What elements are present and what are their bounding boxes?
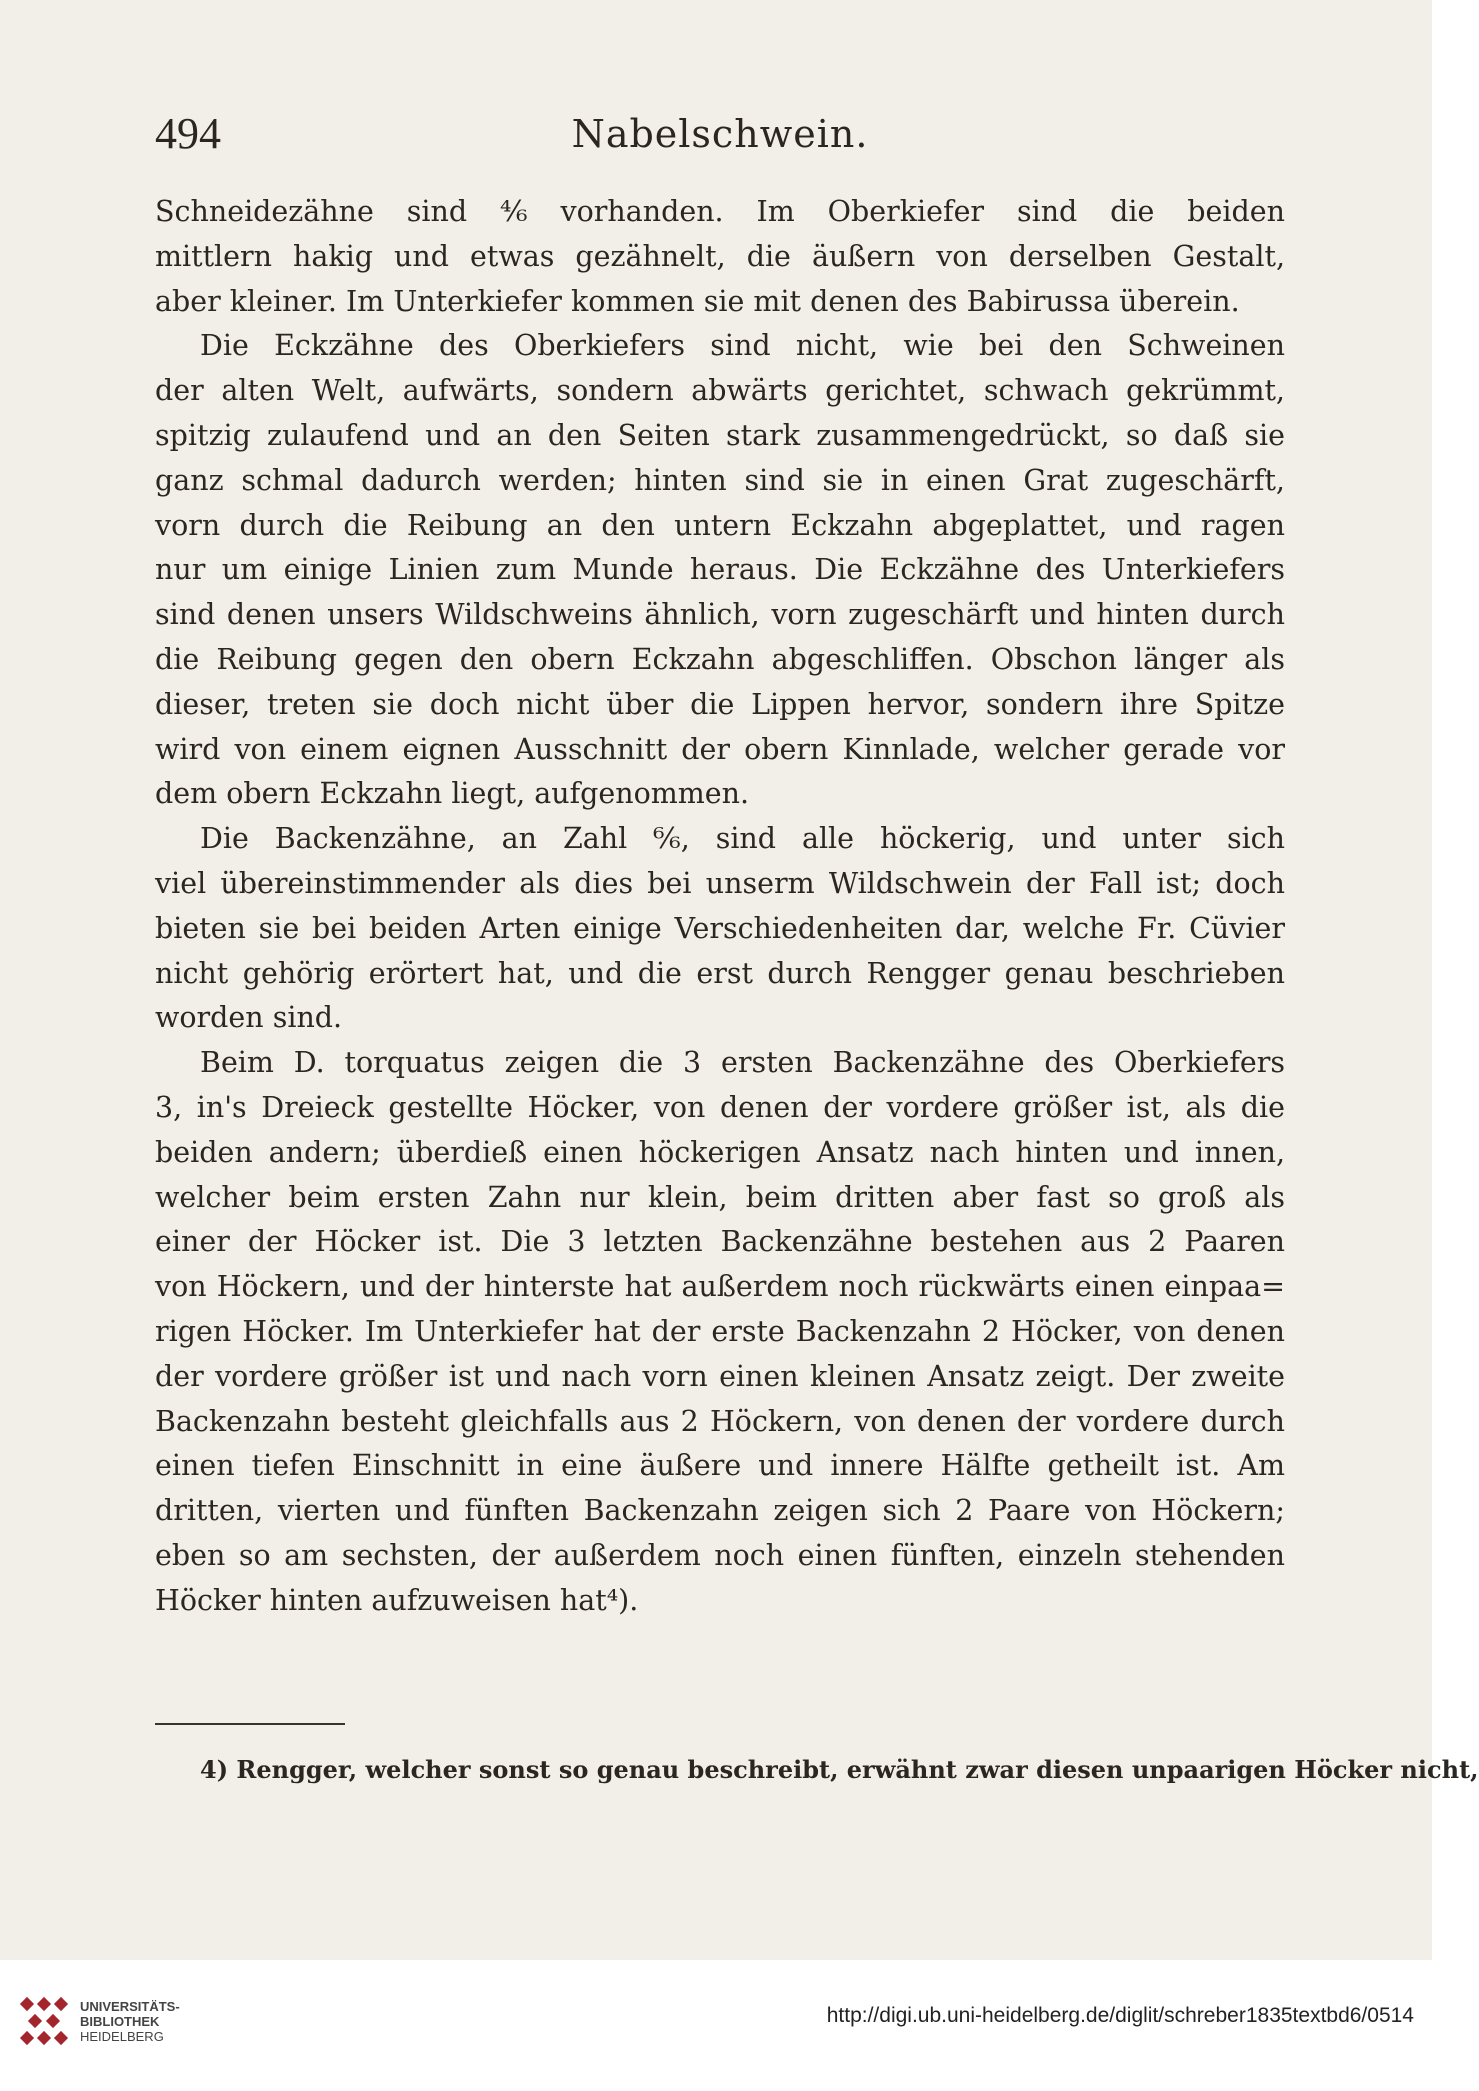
text-line: 3, in's Dreieck gestellte Höcker, von denen der vordere größer ist, als die [155,1090,1285,1124]
text-line: viel übereinstimmender als dies bei unserm Wildschwein der Fall ist; doch [155,866,1285,900]
text-line: einen tiefen Einschnitt in eine äußere und innere Hälfte getheilt ist. Am [155,1449,1285,1483]
body-text [155,190,1285,1624]
text-line: wird von einem eignen Ausschnitt der obern Kinnlade, welcher gerade vor [155,732,1285,766]
text-line: worden sind. [155,1001,343,1035]
text-line: vorn durch die Reibung an den untern Eckzahn abgeplattet, und ragen [155,508,1285,542]
text-line: einer der Höcker ist. Die 3 letzten Backenzähne bestehen aus 2 Paaren [155,1225,1285,1259]
text-line: dritten, vierten und fünften Backenzahn zeigen sich 2 Paare von Höckern; [155,1494,1285,1528]
text-line: mittlern hakig und etwas gezähnelt, die äußern von derselben Gestalt, [155,239,1285,273]
library-logo-icon [18,1995,70,2047]
text-line: eben so am sechsten, der außerdem noch einen fünften, einzeln stehenden [155,1538,1285,1572]
text-line: nicht gehörig erörtert hat, und die erst durch Rengger genau beschrieben [155,956,1285,990]
text-line: Die Backenzähne, an Zahl ⁶⁄₆, sind alle höckerig, und unter sich [200,822,1285,856]
text-line: rigen Höcker. Im Unterkiefer hat der erste Backenzahn 2 Höcker, von denen [155,1314,1285,1348]
text-line: dem obern Eckzahn liegt, aufgenommen. [155,777,750,811]
text-line: Schneidezähne sind ⁴⁄₆ vorhanden. Im Oberkiefer sind die beiden [155,195,1285,228]
text-line: nur um einige Linien zum Munde heraus. Die Eckzähne des Unterkiefers [155,553,1285,587]
footnote: 4) Rengger, welcher sonst so genau beschreibt, erwähnt zwar diesen unpaarigen Höcker nicht, [200,1755,1479,1784]
text-line: der vordere größer ist und nach vorn einen kleinen Ansatz zeigt. Der zweite [155,1359,1285,1393]
source-url[interactable]: http://digi.ub.uni-heidelberg.de/diglit/schreber1835textbd6/0514 [826,2004,1414,2027]
text-line: die Reibung gegen den obern Eckzahn abgeschliffen. Obschon länger als [155,642,1285,676]
text-line: ganz schmal dadurch werden; hinten sind sie in einen Grat zugeschärft, [155,463,1285,497]
library-line3: HEIDELBERG [80,2029,164,2044]
running-title: Nabelschwein. [571,112,869,156]
library-line1: UNIVERSITÄTS- [80,1999,180,2014]
text-line: welcher beim ersten Zahn nur klein, beim dritten aber fast so groß als [155,1180,1285,1214]
text-line: der alten Welt, aufwärts, sondern abwärts gerichtet, schwach gekrümmt, [155,374,1285,408]
page-header [155,108,1285,168]
footnote-rule [155,1723,345,1725]
text-line: beiden andern; überdieß einen höckerigen Ansatz nach hinten und innen, [155,1135,1285,1169]
text-line: Die Eckzähne des Oberkiefers sind nicht, wie bei den Schweinen [200,329,1285,363]
library-line2: BIBLIOTHEK [80,2014,160,2029]
text-line: aber kleiner. Im Unterkiefer kommen sie mit denen des Babirussa überein. [155,284,1240,318]
text-line: spitzig zulaufend und an den Seiten stark zusammengedrückt, so daß sie [155,418,1285,452]
text-line: bieten sie bei beiden Arten einige Verschiedenheiten dar, welche Fr. Cüvier [155,911,1285,945]
text-line: sind denen unsers Wildschweins ähnlich, vorn zugeschärft und hinten durch [155,598,1285,632]
text-line: Beim D. torquatus zeigen die 3 ersten Backenzähne des Oberkiefers [200,1046,1285,1080]
text-line: Backenzahn besteht gleichfalls aus 2 Höckern, von denen der vordere durch [155,1404,1285,1438]
page-number: 494 [155,109,221,158]
text-line: dieser, treten sie doch nicht über die Lippen hervor, sondern ihre Spitze [155,687,1285,721]
library-name [80,1999,180,2044]
text-line: Höcker hinten aufzuweisen hat⁴). [155,1583,639,1617]
text-line: von Höckern, und der hinterste hat außerdem noch rückwärts einen einpaa= [155,1270,1285,1304]
